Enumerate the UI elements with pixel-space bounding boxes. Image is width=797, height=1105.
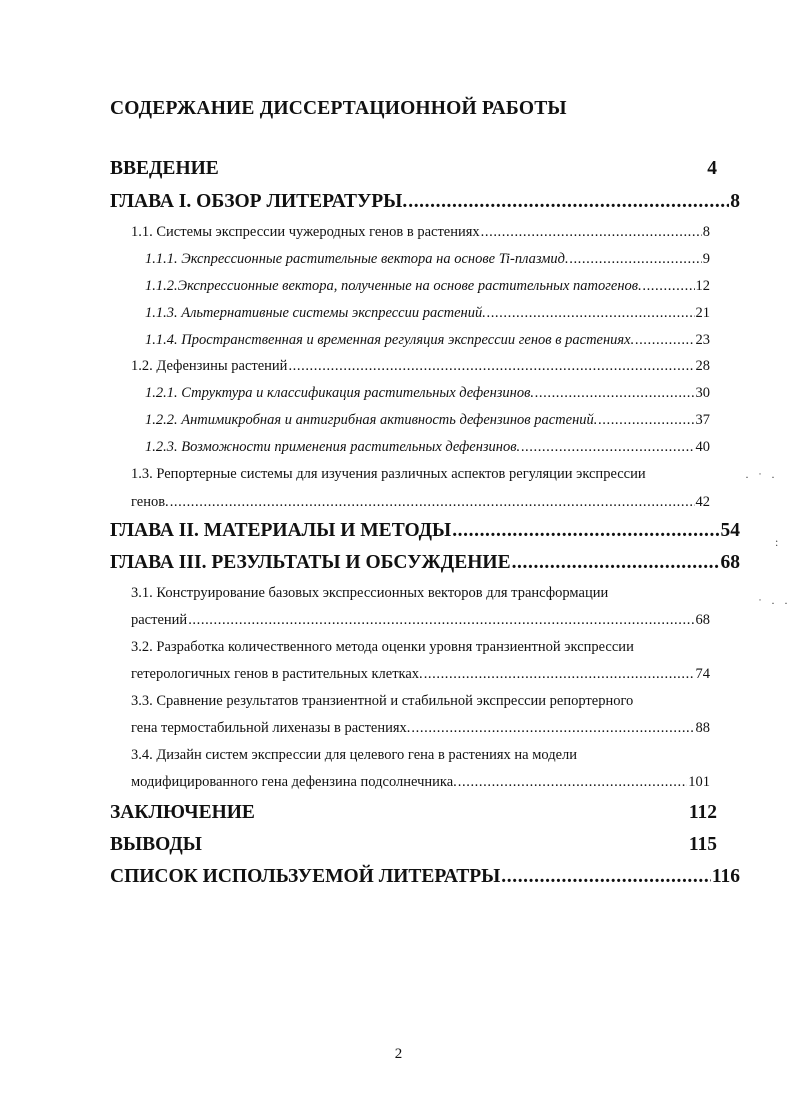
toc-entry-label: растений	[131, 612, 188, 628]
scan-noise: ˙ · ·	[758, 596, 791, 610]
toc-entry-1-1-1	[145, 251, 710, 268]
toc-entry-chapter-3	[110, 552, 740, 574]
dot-leader	[570, 251, 702, 268]
dot-leader	[170, 494, 695, 511]
dot-leader	[512, 552, 720, 574]
toc-entry-3-2-line1: 3.2. Разработка количественного метода оценки уровня транзиентной экспрессии	[131, 639, 634, 655]
dot-leader	[288, 358, 694, 375]
toc-entry-label: ВЫВОДЫ	[110, 834, 202, 855]
toc-entry-page: 68	[695, 612, 710, 628]
toc-entry-page: 68	[720, 552, 740, 573]
toc-entry-page: 115	[688, 834, 717, 855]
toc-entry-label: модифицированного гена дефензина подсолнечника.	[131, 774, 457, 790]
toc-entry-label: 1.1.2.Экспрессионные вектора, полученные на основе растительных патогенов.	[145, 278, 642, 294]
dot-leader	[411, 720, 694, 737]
toc-entry-page: 23	[695, 332, 710, 348]
dot-leader	[635, 332, 694, 349]
dot-leader	[424, 666, 695, 683]
scan-noise: · ˙ ·	[745, 470, 778, 484]
scan-noise: :	[775, 535, 782, 549]
toc-entry-label: гена термостабильной лихеназы в растениях.	[131, 720, 411, 736]
toc-entry-findings	[110, 834, 717, 856]
toc-entry-label: ВВЕДЕНИЕ	[110, 158, 219, 179]
toc-entry-page: 40	[695, 439, 710, 455]
dot-leader	[501, 866, 711, 888]
toc-entry-page: 8	[730, 191, 740, 212]
toc-entry-label: 1.2. Дефензины растений	[131, 358, 288, 374]
toc-entry-page: 8	[702, 224, 710, 240]
dot-leader	[535, 385, 694, 402]
toc-entry-page: 88	[695, 720, 710, 736]
toc-entry-label: ГЛАВА II. МАТЕРИАЛЫ И МЕТОДЫ	[110, 520, 452, 541]
toc-entry-1-1-3	[145, 305, 710, 322]
toc-entry-1-3-line1: 1.3. Репортерные системы для изучения различных аспектов регуляции экспрессии	[131, 466, 646, 482]
toc-entry-page: 112	[688, 802, 717, 823]
toc-entry-page: 54	[720, 520, 740, 541]
toc-entry-label: 1.2.3. Возможности применения растительных дефензинов.	[145, 439, 521, 455]
toc-entry-1-2-3	[145, 439, 710, 456]
toc-entry-page: 28	[695, 358, 710, 374]
toc-entry-3-3	[131, 720, 710, 737]
toc-entry-1-2-1	[145, 385, 710, 402]
toc-entry-label: генов.	[131, 494, 169, 510]
toc-entry-1-3	[131, 494, 710, 511]
page-number: 2	[394, 1046, 403, 1062]
toc-entry-page: 37	[695, 412, 710, 428]
dot-leader	[598, 412, 694, 429]
toc-entry-page: 9	[702, 251, 710, 267]
toc-entry-page: 21	[695, 305, 710, 321]
toc-entry-page: 74	[695, 666, 710, 682]
toc-entry-page: 101	[688, 774, 710, 790]
toc-entry-1-1-2	[145, 278, 710, 295]
dot-leader	[521, 439, 694, 456]
dot-leader	[481, 224, 702, 241]
toc-entry-label: ГЛАВА III. РЕЗУЛЬТАТЫ И ОБСУЖДЕНИЕ	[110, 552, 511, 573]
toc-entry-label: 1.1.3. Альтернативные системы экспрессии растений.	[145, 305, 486, 321]
toc-entry-conclusion	[110, 802, 717, 824]
toc-entry-3-4	[131, 774, 710, 791]
toc-entry-3-4-line1: 3.4. Дизайн систем экспрессии для целевого гена в растениях на модели	[131, 747, 578, 763]
toc-entry-references	[110, 866, 740, 888]
dot-leader	[458, 774, 687, 791]
dot-leader	[188, 612, 694, 629]
toc-entry-1-1	[131, 224, 710, 241]
toc-entry-3-3-line1: 3.3. Сравнение результатов транзиентной и стабильной экспрессии репортерного	[131, 693, 634, 709]
toc-entry-chapter-1	[110, 191, 740, 213]
toc-entry-3-1-line1: 3.1. Конструирование базовых экспрессионных векторов для трансформации	[131, 585, 609, 601]
toc-entry-label: 1.1.4. Пространственная и временная регуляция экспрессии генов в растениях.	[145, 332, 635, 348]
toc-entry-page: 116	[711, 866, 740, 887]
toc-entry-label: 1.2.1. Структура и классификация растительных дефензинов.	[145, 385, 535, 401]
toc-entry-introduction	[110, 158, 717, 180]
toc-entry-label: 1.1.1. Экспрессионные растительные вектора на основе Ti-плазмид.	[145, 251, 569, 267]
page-title: СОДЕРЖАНИЕ ДИССЕРТАЦИОННОЙ РАБОТЫ	[110, 98, 567, 119]
toc-entry-page: 30	[695, 385, 710, 401]
toc-entry-label: ЗАКЛЮЧЕНИЕ	[110, 802, 255, 823]
toc-entry-chapter-2	[110, 520, 740, 542]
toc-entry-3-1	[131, 612, 710, 629]
toc-entry-label: гетерологичных генов в растительных клетках.	[131, 666, 423, 682]
toc-entry-1-2	[131, 358, 710, 375]
toc-entry-1-1-4	[145, 332, 710, 349]
toc-entry-3-2	[131, 666, 710, 683]
dot-leader	[408, 191, 729, 213]
toc-entry-label: СПИСОК ИСПОЛЬЗУЕМОЙ ЛИТЕРАТРЫ	[110, 866, 501, 887]
dot-leader	[487, 305, 695, 322]
toc-entry-page: 42	[695, 494, 710, 510]
dot-leader	[452, 520, 719, 542]
toc-entry-label: ГЛАВА I. ОБЗОР ЛИТЕРАТУРЫ.	[110, 191, 408, 212]
toc-entry-page: 12	[695, 278, 710, 294]
toc-entry-page: 4	[707, 158, 717, 179]
toc-entry-label: 1.2.2. Антимикробная и антигрибная активность дефензинов растений.	[145, 412, 598, 428]
toc-entry-label: 1.1. Системы экспрессии чужеродных генов в растениях	[131, 224, 480, 240]
toc-entry-1-2-2	[145, 412, 710, 429]
dot-leader	[643, 278, 695, 295]
